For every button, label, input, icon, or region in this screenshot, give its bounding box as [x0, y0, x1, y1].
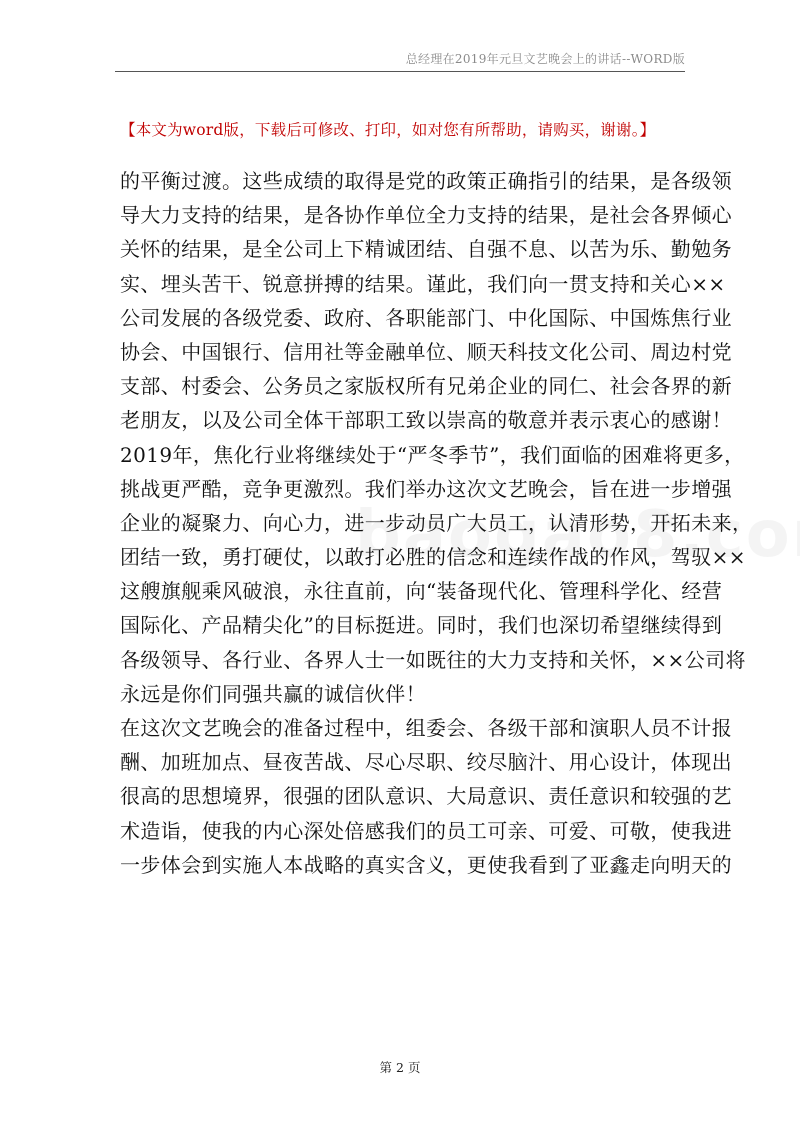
text-line: 关怀的结果，是全公司上下精诚团结、自强不息、以苦为乐、勤勉务 [120, 237, 732, 262]
text-line: 公司发展的各级党委、政府、各职能部门、中化国际、中国炼焦行业 [120, 305, 732, 330]
text-line: 一步体会到实施人本战略的真实含义，更使我看到了亚鑫走向明天的 [120, 852, 732, 877]
text-line: 支部、村委会、公务员之家版权所有兄弟企业的同仁、社会各界的新 [120, 374, 732, 399]
purchase-notice: 【本文为word版，下载后可修改、打印，如对您有所帮助，请购买，谢谢。】 [120, 121, 656, 139]
running-header: 总经理在2019年元旦文艺晚会上的讲话--WORD版 [405, 52, 685, 66]
text-line: 各级领导、各行业、各界人士一如既往的大力支持和关怀，××公司将 [120, 647, 746, 672]
text-line: 团结一致，勇打硬仗，以敢打必胜的信念和连续作战的作风，驾驭×× [120, 545, 746, 570]
page-number: 第 2 页 [379, 1060, 421, 1075]
text-line: 国际化、产品精尖化”的目标挺进。同时，我们也深切希望继续得到 [120, 613, 723, 638]
text-line: 在这次文艺晚会的准备过程中，组委会、各级干部和演职人员不计报 [120, 716, 732, 740]
text-line: 2019年，焦化行业将继续处于“严冬季节”，我们面临的困难将更多， [120, 442, 745, 467]
text-line: 术造诣，使我的内心深处倍感我们的员工可亲、可爱、可敬，使我进 [120, 818, 732, 843]
text-line: 酬、加班加点、昼夜苦战、尽心尽职、绞尽脑汁、用心设计，体现出 [120, 750, 732, 775]
document-body [120, 164, 753, 882]
text-line: 这艘旗舰乘风破浪，永往直前，向“装备现代化、管理科学化、经营 [120, 579, 723, 604]
text-line: 企业的凝聚力、向心力，进一步动员广大员工，认清形势，开拓未来， [120, 510, 753, 535]
header-divider [115, 71, 685, 72]
text-line: 的平衡过渡。这些成绩的取得是党的政策正确指引的结果，是各级领 [120, 169, 732, 193]
text-line: 协会、中国银行、信用社等金融单位、顺天科技文化公司、周边村党 [120, 339, 732, 364]
text-line: 实、埋头苦干、锐意拼搏的结果。谨此，我们向一贯支持和关心×× [120, 271, 726, 296]
text-line: 挑战更严酷，竞争更激烈。我们举办这次文艺晚会，旨在进一步增强 [120, 476, 732, 501]
text-line: 导大力支持的结果，是各协作单位全力支持的结果，是社会各界倾心 [120, 203, 732, 228]
text-line: 很高的思想境界，很强的团队意识、大局意识、责任意识和较强的艺 [120, 784, 732, 809]
text-line: 永远是你们同强共赢的诚信伙伴！ [120, 681, 426, 706]
text-line: 老朋友，以及公司全体干部职工致以崇高的敬意并表示衷心的感谢！ [120, 408, 732, 433]
